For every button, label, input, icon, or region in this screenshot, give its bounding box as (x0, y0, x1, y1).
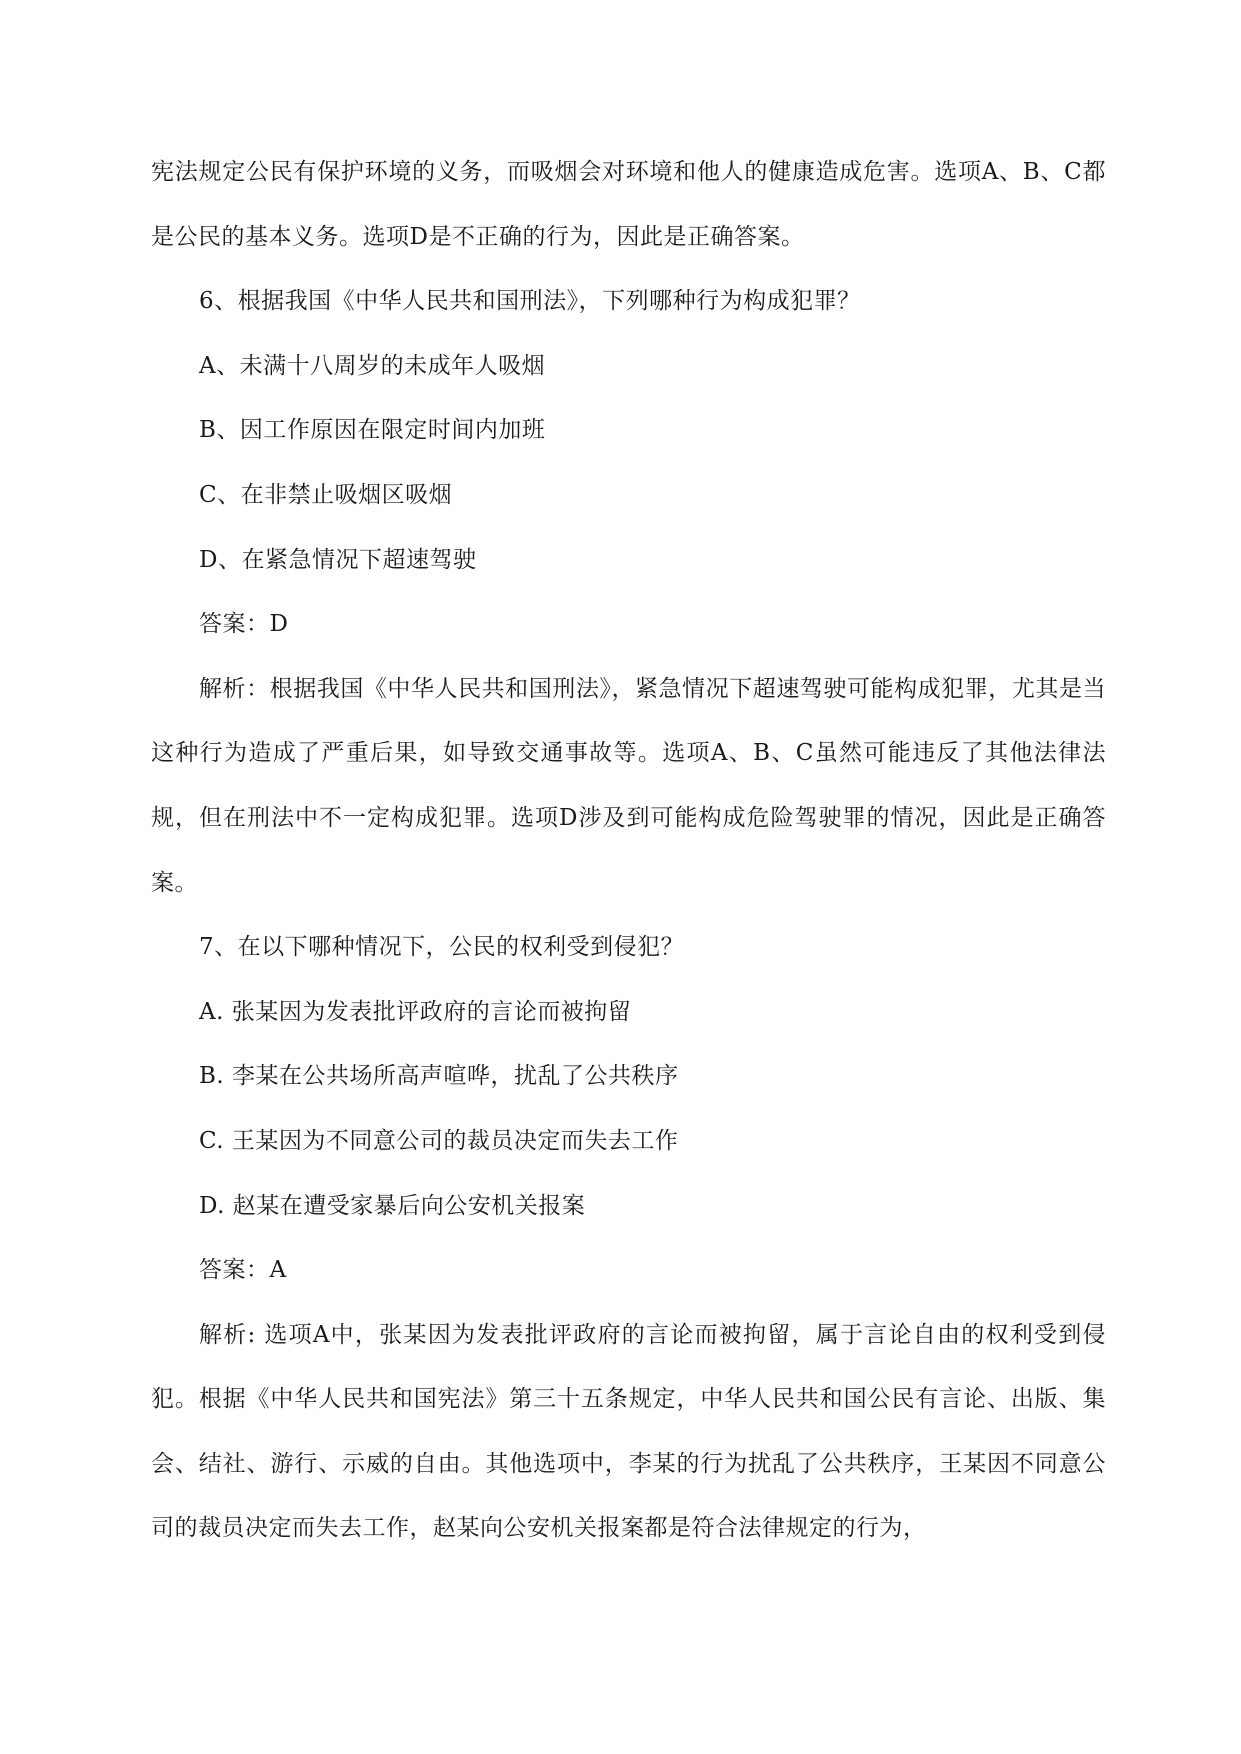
question-7-answer: 答案：A (199, 1257, 287, 1284)
question-7-option-a: A. 张某因为发表批评政府的言论而被拘留 (199, 998, 632, 1025)
question-6-option-d: D、在紧急情况下超速驾驶 (199, 546, 477, 573)
question-7-option-b: B. 李某在公共场所高声喧哗，扰乱了公共秩序 (199, 1063, 679, 1090)
question-7: 7、在以下哪种情况下，公民的权利受到侵犯？ (199, 934, 685, 961)
question-6-option-c: C、在非禁止吸烟区吸烟 (199, 481, 453, 508)
question-6-option-a: A、未满十八周岁的未成年人吸烟 (199, 352, 546, 379)
question-7-option-d: D. 赵某在遭受家暴后向公安机关报案 (199, 1192, 586, 1219)
document-body (151, 140, 1106, 1561)
continuation-paragraph: 宪法规定公民有保护环境的义务，而吸烟会对环境和他人的健康造成危害。选项A、B、C都是公民的基本义务。选项D是不正确的行为，因此是正确答案。 (151, 159, 1106, 250)
question-6: 6、根据我国《中华人民共和国刑法》，下列哪种行为构成犯罪？ (199, 288, 861, 315)
question-6-answer: 答案：D (199, 611, 289, 638)
question-6-explanation: 解析：根据我国《中华人民共和国刑法》，紧急情况下超速驾驶可能构成犯罪，尤其是当这种行为造成了严重后果，如导致交通事故等。选项A、B、C虽然可能违反了其他法律法规，但在刑法中不一定构成犯罪。选项D涉及到可能构成危险驾驶罪的情况，因此是正确答案。 (151, 675, 1106, 896)
question-7-explanation: 解析: 选项A中，张某因为发表批评政府的言论而被拘留，属于言论自由的权利受到侵犯。根据《中华人民共和国宪法》第三十五条规定，中华人民共和国公民有言论、出版、集会、结社、游行、示威的自由。其他选项中，李某的行为扰乱了公共秩序，王某因不同意公司的裁员决定而失去工作，赵某向公安机关报案都是符合法律规定的行为， (151, 1321, 1106, 1542)
question-6-option-b: B、因工作原因在限定时间内加班 (199, 417, 546, 444)
question-7-option-c: C. 王某因为不同意公司的裁员决定而失去工作 (199, 1127, 679, 1154)
